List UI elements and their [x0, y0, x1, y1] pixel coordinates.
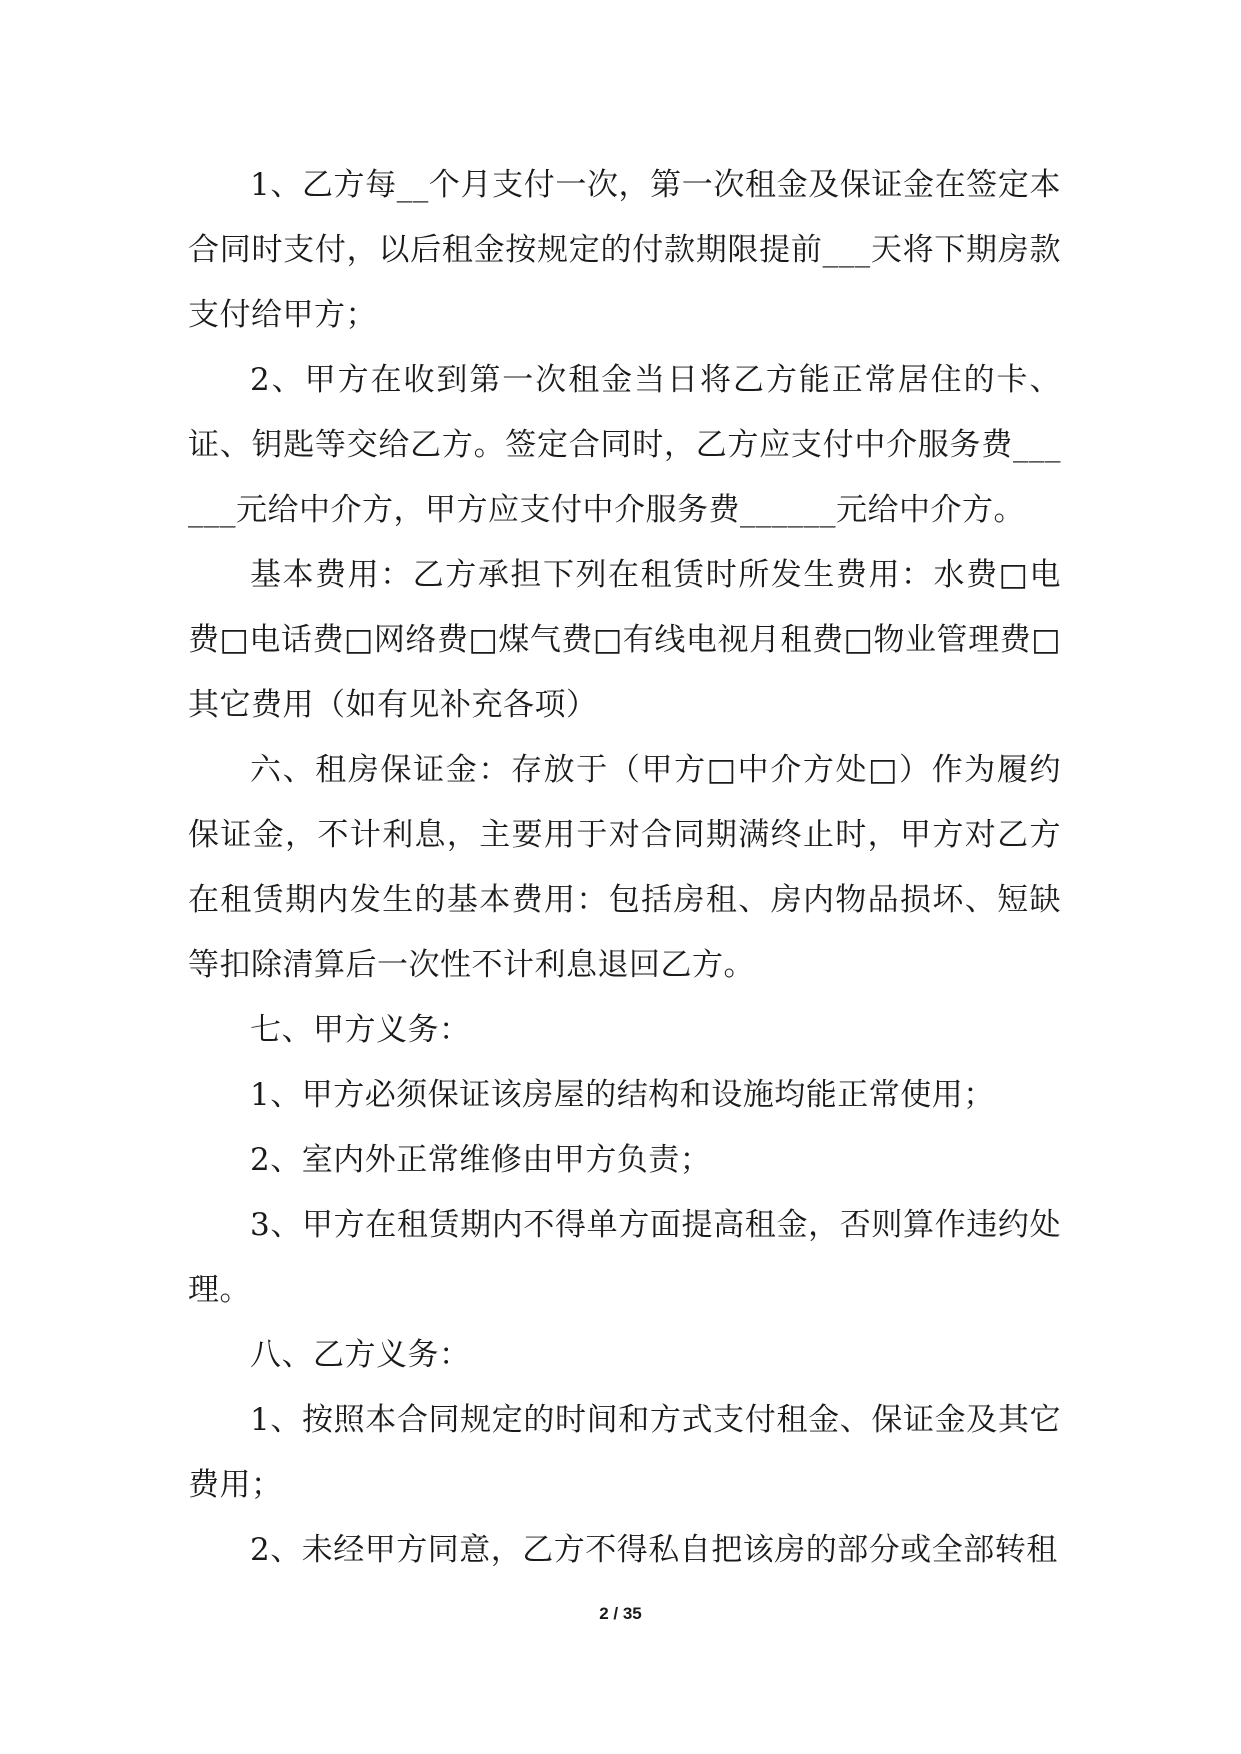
paragraph-party-a-obligation-2: 2、室内外正常维修由甲方负责；: [250, 1142, 712, 1178]
paragraph-deposit: 六、租房保证金：存放于（甲方□中介方处□）作为履约保证金，不计利息，主要用于对合同期满终止时，甲方对乙方在租赁期内发生的基本费用：包括房租、房内物品损坏、短缺等扣除清算后一次性不计利息退回乙方。: [188, 752, 1061, 983]
heading-party-a-obligations: 七、甲方义务：: [250, 1012, 471, 1048]
page-number: 2 / 35: [599, 1604, 642, 1623]
paragraph-key-handover: 2、甲方在收到第一次租金当日将乙方能正常居住的卡、证、钥匙等交给乙方。签定合同时，乙方应支付中介服务费______元给中介方，甲方应支付中介服务费______元给中介方。: [188, 362, 1061, 528]
paragraph-party-a-obligation-1: 1、甲方必须保证该房屋的结构和设施均能正常使用；: [250, 1077, 995, 1113]
heading-party-b-obligations: 八、乙方义务：: [250, 1337, 471, 1373]
paragraph-party-b-obligation-1: 1、按照本合同规定的时间和方式支付租金、保证金及其它费用；: [188, 1402, 1061, 1503]
paragraph-party-a-obligation-3: 3、甲方在租赁期内不得单方面提高租金，否则算作违约处理。: [188, 1207, 1061, 1308]
paragraph-basic-fees: 基本费用：乙方承担下列在租赁时所发生费用：水费□电费□电话费□网络费□煤气费□有线电视月租费□物业管理费□其它费用（如有见补充各项）: [188, 557, 1061, 723]
document-body: [188, 153, 1061, 1583]
paragraph-party-b-obligation-2: 2、未经甲方同意，乙方不得私自把该房的部分或全部转租: [250, 1532, 1058, 1568]
paragraph-payment-schedule: 1、乙方每__个月支付一次，第一次租金及保证金在签定本合同时支付，以后租金按规定的付款期限提前___天将下期房款支付给甲方；: [188, 167, 1061, 333]
